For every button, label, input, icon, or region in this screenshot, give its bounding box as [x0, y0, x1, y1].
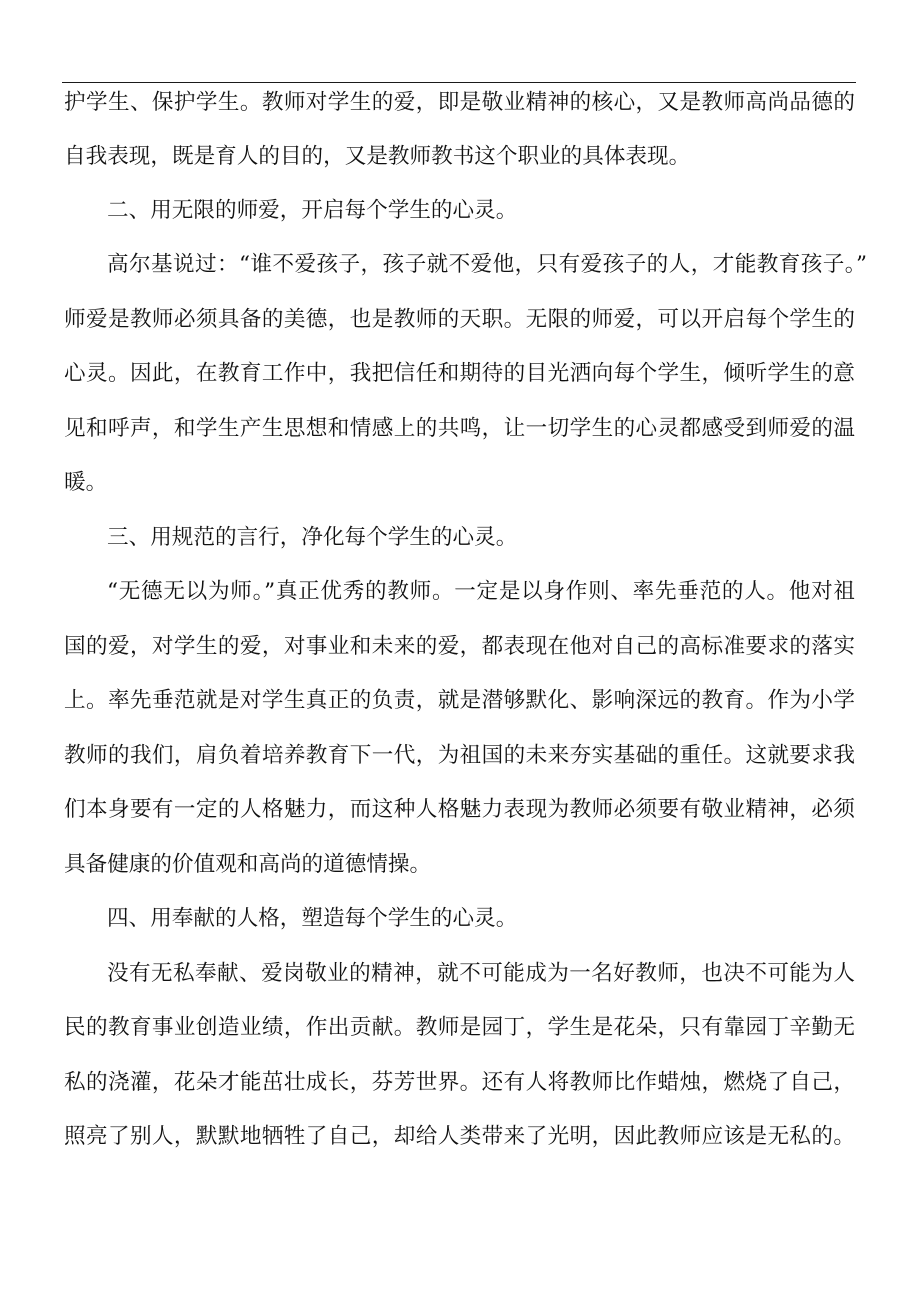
- paragraph-line: 师爱是教师必须具备的美德，也是教师的天职。无限的师爱，可以开启每个学生的: [64, 307, 855, 332]
- paragraph-line: 私的浇灌，花朵才能茁壮成长，芬芳世界。还有人将教师比作蜡烛，燃烧了自己，: [64, 1070, 855, 1095]
- section-heading: 四、用奉献的人格，塑造每个学生的心灵。: [107, 906, 518, 931]
- paragraph-line: 暖。: [64, 470, 108, 495]
- paragraph-line: 具备健康的价值观和高尚的道德情操。: [64, 852, 432, 877]
- paragraph-line: 教师的我们，肩负着培养教育下一代，为祖国的未来夯实基础的重任。这就要求我: [64, 743, 855, 768]
- paragraph-line: 自我表现，既是育人的目的，又是教师教书这个职业的具体表现。: [64, 144, 691, 169]
- paragraph-line: 高尔基说过：“谁不爱孩子，孩子就不爱他，只有爱孩子的人，才能教育孩子。”: [107, 252, 867, 277]
- paragraph-line: 没有无私奉献、爱岗敬业的精神，就不可能成为一名好教师，也决不可能为人: [107, 961, 855, 986]
- section-heading: 二、用无限的师爱，开启每个学生的心灵。: [107, 198, 518, 223]
- paragraph-line: 见和呼声，和学生产生思想和情感上的共鸣，让一切学生的心灵都感受到师爱的温: [64, 416, 855, 441]
- paragraph-line: 护学生、保护学生。教师对学生的爱，即是敬业精神的核心，又是教师高尚品德的: [64, 90, 855, 115]
- section-heading: 三、用规范的言行，净化每个学生的心灵。: [107, 525, 518, 550]
- paragraph-line: “无德无以为师。”真正优秀的教师。一定是以身作则、率先垂范的人。他对祖: [107, 579, 855, 604]
- paragraph-line: 照亮了别人，默默地牺牲了自己，却给人类带来了光明，因此教师应该是无私的。: [64, 1124, 855, 1149]
- paragraph-line: 心灵。因此，在教育工作中，我把信任和期待的目光洒向每个学生，倾听学生的意: [64, 361, 855, 386]
- header-rule: [62, 82, 856, 83]
- paragraph-line: 国的爱，对学生的爱，对事业和未来的爱，都表现在他对自己的高标准要求的落实: [64, 634, 855, 659]
- paragraph-line: 们本身要有一定的人格魅力，而这种人格魅力表现为教师必须要有敬业精神，必须: [64, 797, 855, 822]
- paragraph-line: 民的教育事业创造业绩，作出贡献。教师是园丁，学生是花朵，只有靠园丁辛勤无: [64, 1015, 855, 1040]
- paragraph-line: 上。率先垂范就是对学生真正的负责，就是潜够默化、影响深远的教育。作为小学: [64, 688, 855, 713]
